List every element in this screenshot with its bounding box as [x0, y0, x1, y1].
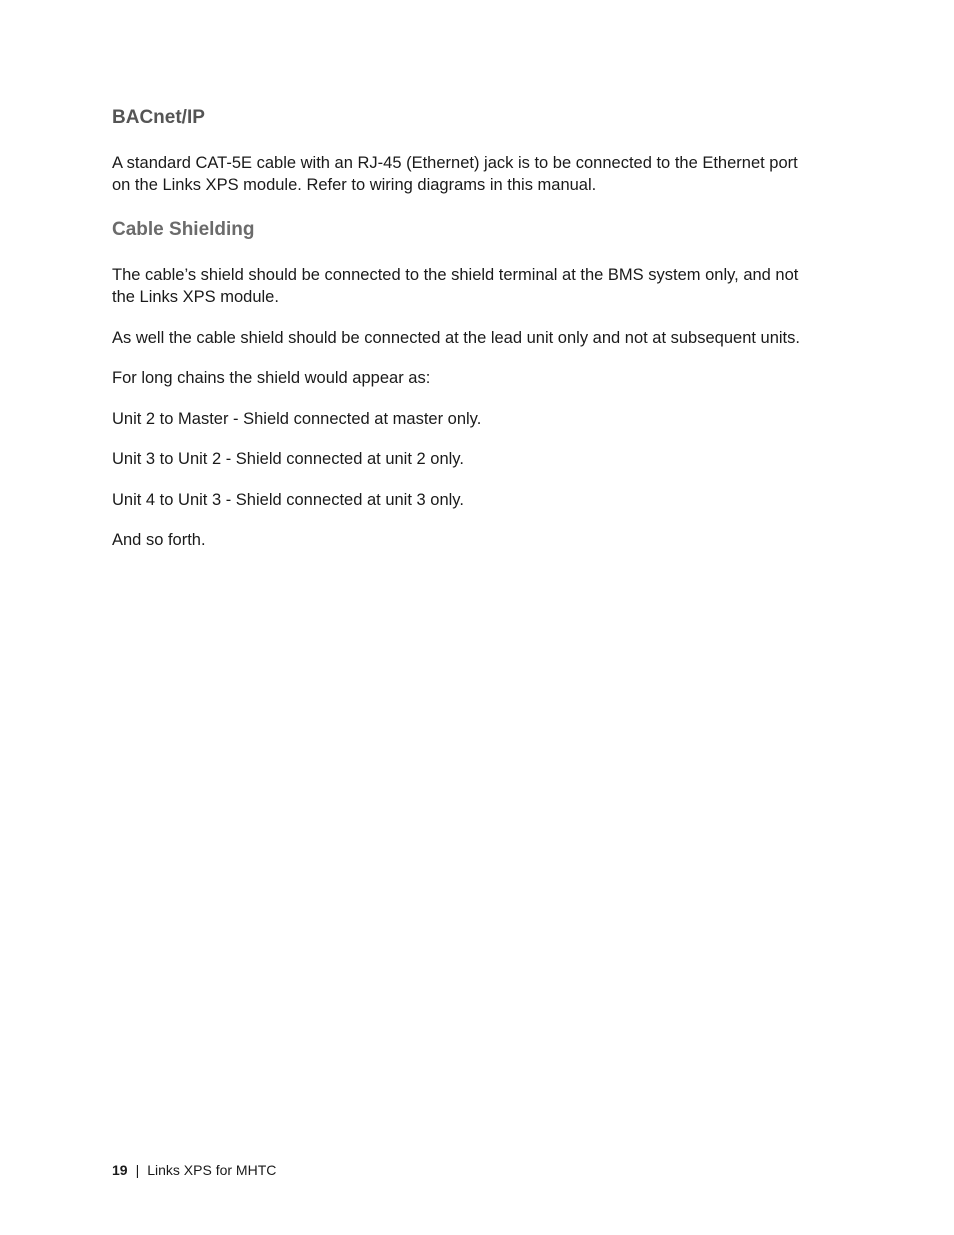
shielding-paragraph-1-line-1: The cable’s shield should be connected to the shield terminal at the BMS system only, and not: [112, 266, 799, 284]
shielding-paragraph-3: For long chains the shield would appear as:: [112, 369, 431, 387]
shielding-paragraph-1-line-2: the Links XPS module.: [112, 288, 279, 306]
shield-chain-item-1: Unit 2 to Master - Shield connected at master only.: [112, 410, 482, 428]
footer-separator: |: [135, 1162, 140, 1178]
bacnet-paragraph-line-1: A standard CAT-5E cable with an RJ-45 (Ethernet) jack is to be connected to the Ethernet port: [112, 154, 798, 172]
page-footer: [112, 1162, 276, 1178]
shielding-paragraph-2: As well the cable shield should be connected at the lead unit only and not at subsequent units.: [112, 329, 800, 347]
bacnet-paragraph-line-2: on the Links XPS module. Refer to wiring diagrams in this manual.: [112, 176, 597, 194]
shielding-closing: And so forth.: [112, 531, 206, 549]
shield-chain-item-2: Unit 3 to Unit 2 - Shield connected at unit 2 only.: [112, 450, 464, 468]
shield-chain-item-3: Unit 4 to Unit 3 - Shield connected at unit 3 only.: [112, 491, 464, 509]
shielding-paragraph-1: [112, 264, 872, 308]
footer-title: Links XPS for MHTC: [147, 1162, 277, 1178]
bacnet-paragraph: [112, 152, 872, 196]
section-heading-cable-shielding: Cable Shielding: [112, 219, 255, 240]
page-number: 19: [112, 1162, 128, 1178]
section-heading-bacnet: BACnet/IP: [112, 107, 205, 128]
